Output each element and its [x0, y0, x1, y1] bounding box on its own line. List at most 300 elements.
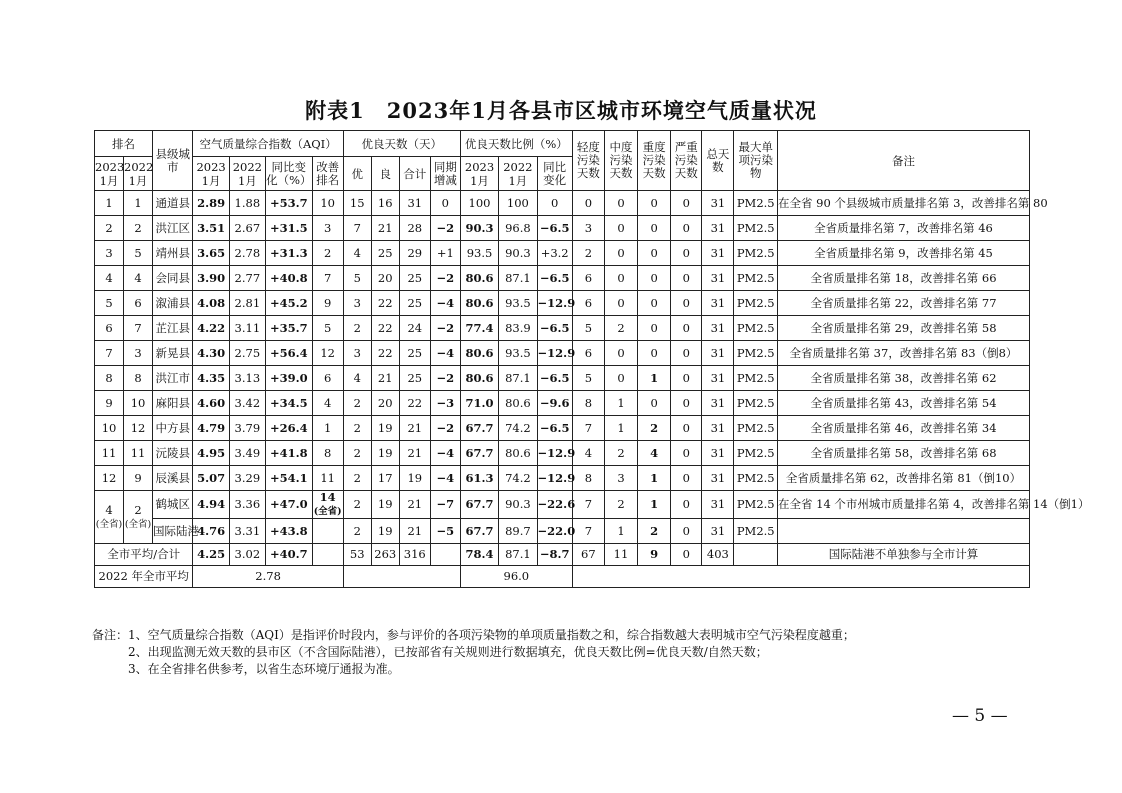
ratio-2023: 93.5	[460, 241, 498, 266]
good-days: 21	[371, 216, 399, 241]
aqi-yoy: +43.8	[265, 519, 312, 544]
rank-2022: 1	[124, 191, 153, 216]
remark: 全省质量排名第 18，改善排名第 66	[777, 266, 1029, 291]
aqi-2023: 5.07	[193, 466, 229, 491]
table-row-port	[95, 519, 1030, 544]
rank-2022: 11	[124, 441, 153, 466]
remark: 全省质量排名第 9，改善排名第 45	[777, 241, 1029, 266]
ratio-2022: 87.1	[499, 266, 537, 291]
improve-rank: 6	[312, 366, 343, 391]
ratio-yoy: +3.2	[537, 241, 572, 266]
ratio-2022: 87.1	[499, 544, 537, 566]
header-ratio-2023: 2023 1月	[460, 157, 498, 191]
improve-rank: 11	[312, 466, 343, 491]
excellent-days: 2	[343, 316, 371, 341]
good-days: 16	[371, 191, 399, 216]
page-title: 附表1 2023年1月各县市区城市环境空气质量状况	[305, 98, 817, 123]
light-days: 7	[572, 519, 604, 544]
rank-2022: 2 (全省)	[124, 491, 153, 544]
remark: 全省质量排名第 22，改善排名第 77	[777, 291, 1029, 316]
max-pollutant: PM2.5	[734, 519, 778, 544]
light-days: 2	[572, 241, 604, 266]
ratio-2023: 80.6	[460, 341, 498, 366]
moderate-days: 2	[604, 491, 637, 519]
footnote-1: 备注：1、空气质量综合指数（AQI）是指评价时段内，参与评价的各项污染物的单项质量指数之和，综合指数越大表明城市空气污染程度越重；	[92, 628, 855, 642]
light-days: 67	[572, 544, 604, 566]
total-days: 31	[702, 216, 734, 241]
table-row	[95, 191, 1030, 216]
total-good-days: 24	[399, 316, 430, 341]
aqi-2023: 4.25	[193, 544, 229, 566]
total-days: 31	[702, 491, 734, 519]
rank-2022: 2	[124, 216, 153, 241]
good-days: 17	[371, 466, 399, 491]
ratio-2023: 61.3	[460, 466, 498, 491]
header-rank-2023: 2023 1月	[95, 157, 124, 191]
max-pollutant: PM2.5	[734, 441, 778, 466]
good-days: 25	[371, 241, 399, 266]
light-days: 6	[572, 266, 604, 291]
severe-days: 0	[671, 316, 702, 341]
heavy-days: 1	[638, 466, 671, 491]
ratio-2022: 80.6	[499, 441, 537, 466]
header-aqi-yoy: 同比变化（%）	[265, 157, 312, 191]
excellent-days: 3	[343, 291, 371, 316]
improve-rank: 3	[312, 216, 343, 241]
severe-days: 0	[671, 291, 702, 316]
ratio-2022: 93.5	[499, 341, 537, 366]
aqi-2023: 3.90	[193, 266, 229, 291]
remark: 全省质量排名第 62，改善排名第 81（倒10）	[777, 466, 1029, 491]
header-ratio-yoy: 同比变化	[537, 157, 572, 191]
max-pollutant: PM2.5	[734, 316, 778, 341]
aqi-2022: 3.29	[229, 466, 265, 491]
total-days: 31	[702, 366, 734, 391]
header-good-days: 优良天数（天）	[343, 131, 460, 157]
ratio-2023: 80.6	[460, 266, 498, 291]
aqi-2022: 3.13	[229, 366, 265, 391]
light-days: 3	[572, 216, 604, 241]
total-good-days: 31	[399, 191, 430, 216]
header-light: 轻度污染天数	[572, 131, 604, 191]
max-pollutant: PM2.5	[734, 291, 778, 316]
county-name: 新晃县	[153, 341, 193, 366]
aqi-2023: 4.08	[193, 291, 229, 316]
rank-2023: 2	[95, 216, 124, 241]
total-days: 31	[702, 241, 734, 266]
avg-2022-rest	[572, 566, 1029, 588]
aqi-2022: 3.02	[229, 544, 265, 566]
period-change: −4	[430, 466, 460, 491]
rank-2023: 1	[95, 191, 124, 216]
table-row	[95, 366, 1030, 391]
table-row	[95, 441, 1030, 466]
total-good-days: 316	[399, 544, 430, 566]
severe-days: 0	[671, 416, 702, 441]
county-name: 会同县	[153, 266, 193, 291]
aqi-yoy: +26.4	[265, 416, 312, 441]
total-days: 31	[702, 519, 734, 544]
rank-2023: 9	[95, 391, 124, 416]
county-name: 靖州县	[153, 241, 193, 266]
ratio-yoy: −22.0	[537, 519, 572, 544]
aqi-yoy: +41.8	[265, 441, 312, 466]
aqi-yoy: +39.0	[265, 366, 312, 391]
severe-days: 0	[671, 266, 702, 291]
table-row	[95, 241, 1030, 266]
remark: 全省质量排名第 43，改善排名第 54	[777, 391, 1029, 416]
moderate-days: 11	[604, 544, 637, 566]
rank-2023: 5	[95, 291, 124, 316]
aqi-yoy: +31.5	[265, 216, 312, 241]
aqi-2023: 2.89	[193, 191, 229, 216]
county-name: 通道县	[153, 191, 193, 216]
footnote-2: 2、出现监测无效天数的县市区（不含国际陆港），已按部省有关规则进行数据填充，优良天数比例=优良天数/自然天数；	[92, 645, 768, 659]
ratio-2022: 80.6	[499, 391, 537, 416]
remark: 全省质量排名第 7，改善排名第 46	[777, 216, 1029, 241]
remark: 全省质量排名第 29，改善排名第 58	[777, 316, 1029, 341]
heavy-days: 2	[638, 519, 671, 544]
header-aqi-2023: 2023 1月	[193, 157, 229, 191]
excellent-days: 5	[343, 266, 371, 291]
aqi-2023: 4.76	[193, 519, 229, 544]
aqi-yoy: +54.1	[265, 466, 312, 491]
rank-2022: 5	[124, 241, 153, 266]
excellent-days: 3	[343, 341, 371, 366]
header-row-1	[95, 131, 1030, 157]
table-row	[95, 216, 1030, 241]
moderate-days: 0	[604, 366, 637, 391]
severe-days: 0	[671, 391, 702, 416]
heavy-days: 0	[638, 241, 671, 266]
good-days: 19	[371, 416, 399, 441]
moderate-days: 2	[604, 441, 637, 466]
severe-days: 0	[671, 216, 702, 241]
header-severe: 严重污染天数	[671, 131, 702, 191]
rank-2022: 6	[124, 291, 153, 316]
max-pollutant: PM2.5	[734, 341, 778, 366]
ratio-2023: 90.3	[460, 216, 498, 241]
header-moderate: 中度污染天数	[604, 131, 637, 191]
ratio-2022: 100	[499, 191, 537, 216]
rank-2022: 10	[124, 391, 153, 416]
header-aqi-2022: 2022 1月	[229, 157, 265, 191]
header-county: 县级城市	[153, 131, 193, 191]
total-good-days: 25	[399, 266, 430, 291]
period-change: −4	[430, 341, 460, 366]
total-good-days: 19	[399, 466, 430, 491]
avg-2022-aqi: 2.78	[193, 566, 343, 588]
table-row	[95, 466, 1030, 491]
header-you: 优	[343, 157, 371, 191]
aqi-2022: 3.49	[229, 441, 265, 466]
rank-2023: 4	[95, 266, 124, 291]
improve-rank: 7	[312, 266, 343, 291]
aqi-2023: 3.51	[193, 216, 229, 241]
total-days: 31	[702, 466, 734, 491]
aqi-2023: 4.94	[193, 491, 229, 519]
aqi-2022: 3.11	[229, 316, 265, 341]
total-days: 31	[702, 291, 734, 316]
rank-2023: 3	[95, 241, 124, 266]
total-good-days: 28	[399, 216, 430, 241]
county-name: 芷江县	[153, 316, 193, 341]
header-period-change: 同期增减	[430, 157, 460, 191]
excellent-days: 2	[343, 466, 371, 491]
total-good-days: 21	[399, 416, 430, 441]
light-days: 8	[572, 466, 604, 491]
heavy-days: 0	[638, 316, 671, 341]
light-days: 6	[572, 341, 604, 366]
total-good-days: 29	[399, 241, 430, 266]
table-row	[95, 416, 1030, 441]
ratio-2022: 83.9	[499, 316, 537, 341]
severe-days: 0	[671, 544, 702, 566]
excellent-days: 15	[343, 191, 371, 216]
ratio-2023: 77.4	[460, 316, 498, 341]
total-days: 31	[702, 266, 734, 291]
avg-2022-ratio: 96.0	[460, 566, 572, 588]
total-good-days: 21	[399, 519, 430, 544]
ratio-2023: 67.7	[460, 441, 498, 466]
good-days: 19	[371, 519, 399, 544]
ratio-yoy: 0	[537, 191, 572, 216]
light-days: 5	[572, 316, 604, 341]
improve-rank: 1	[312, 416, 343, 441]
county-name: 溆浦县	[153, 291, 193, 316]
table-row-hecheng	[95, 491, 1030, 519]
total-days: 31	[702, 416, 734, 441]
improve-rank: 10	[312, 191, 343, 216]
light-days: 7	[572, 491, 604, 519]
header-rank-2022: 2022 1月	[124, 157, 153, 191]
ratio-2022: 96.8	[499, 216, 537, 241]
table-row	[95, 316, 1030, 341]
rank-2022: 12	[124, 416, 153, 441]
ratio-2023: 67.7	[460, 416, 498, 441]
aqi-2022: 2.81	[229, 291, 265, 316]
total-good-days: 25	[399, 291, 430, 316]
rank-2022: 7	[124, 316, 153, 341]
county-name: 洪江区	[153, 216, 193, 241]
table-row	[95, 391, 1030, 416]
ratio-2022: 90.3	[499, 241, 537, 266]
county-name: 鹤城区	[153, 491, 193, 519]
heavy-days: 0	[638, 391, 671, 416]
total-days: 31	[702, 191, 734, 216]
ratio-yoy: −8.7	[537, 544, 572, 566]
ratio-2023: 71.0	[460, 391, 498, 416]
moderate-days: 2	[604, 316, 637, 341]
total-days: 403	[702, 544, 734, 566]
ratio-2023: 67.7	[460, 491, 498, 519]
improve-rank	[312, 519, 343, 544]
ratio-yoy: −9.6	[537, 391, 572, 416]
ratio-2022: 90.3	[499, 491, 537, 519]
aqi-yoy: +34.5	[265, 391, 312, 416]
period-change: −2	[430, 316, 460, 341]
total-good-days: 22	[399, 391, 430, 416]
table-row-2022-average	[95, 566, 1030, 588]
severe-days: 0	[671, 441, 702, 466]
aqi-2022: 2.77	[229, 266, 265, 291]
period-change	[430, 544, 460, 566]
header-max-pollutant: 最大单项污染物	[734, 131, 778, 191]
ratio-yoy: −12.9	[537, 291, 572, 316]
max-pollutant: PM2.5	[734, 191, 778, 216]
ratio-yoy: −22.6	[537, 491, 572, 519]
period-change: −2	[430, 366, 460, 391]
ratio-yoy: −6.5	[537, 216, 572, 241]
moderate-days: 3	[604, 466, 637, 491]
rank-2023: 8	[95, 366, 124, 391]
aqi-2022: 2.75	[229, 341, 265, 366]
table-row	[95, 266, 1030, 291]
excellent-days: 4	[343, 366, 371, 391]
period-change: −7	[430, 491, 460, 519]
aqi-2023: 4.79	[193, 416, 229, 441]
aqi-2022: 2.67	[229, 216, 265, 241]
excellent-days: 2	[343, 491, 371, 519]
ratio-yoy: −12.9	[537, 466, 572, 491]
improve-rank: 4	[312, 391, 343, 416]
severe-days: 0	[671, 491, 702, 519]
total-days: 31	[702, 441, 734, 466]
excellent-days: 53	[343, 544, 371, 566]
rank-2022: 4	[124, 266, 153, 291]
header-good-ratio: 优良天数比例（%）	[460, 131, 572, 157]
max-pollutant: PM2.5	[734, 266, 778, 291]
good-days: 21	[371, 366, 399, 391]
table-row	[95, 291, 1030, 316]
aqi-2023: 4.30	[193, 341, 229, 366]
severe-days: 0	[671, 341, 702, 366]
period-change: −2	[430, 216, 460, 241]
good-days: 19	[371, 441, 399, 466]
excellent-days: 2	[343, 416, 371, 441]
excellent-days: 2	[343, 519, 371, 544]
max-pollutant: PM2.5	[734, 491, 778, 519]
light-days: 8	[572, 391, 604, 416]
light-days: 5	[572, 366, 604, 391]
county-name: 麻阳县	[153, 391, 193, 416]
rank-2023: 11	[95, 441, 124, 466]
light-days: 7	[572, 416, 604, 441]
header-aqi: 空气质量综合指数（AQI）	[193, 131, 343, 157]
improve-rank: 14 (全省)	[313, 490, 342, 517]
ratio-2023: 80.6	[460, 291, 498, 316]
severe-days: 0	[671, 241, 702, 266]
moderate-days: 0	[604, 216, 637, 241]
county-name: 沅陵县	[153, 441, 193, 466]
period-change: +1	[430, 241, 460, 266]
max-pollutant: PM2.5	[734, 366, 778, 391]
header-improve-rank: 改善排名	[312, 157, 343, 191]
good-days: 19	[371, 491, 399, 519]
heavy-days: 0	[638, 216, 671, 241]
heavy-days: 0	[638, 291, 671, 316]
heavy-days: 4	[638, 441, 671, 466]
ratio-2022: 87.1	[499, 366, 537, 391]
improve-rank: 9	[312, 291, 343, 316]
aqi-yoy: +35.7	[265, 316, 312, 341]
severe-days: 0	[671, 191, 702, 216]
county-name: 国际陆港	[153, 519, 193, 544]
moderate-days: 1	[604, 416, 637, 441]
heavy-days: 0	[638, 341, 671, 366]
good-days: 20	[371, 266, 399, 291]
total-good-days: 21	[399, 441, 430, 466]
aqi-yoy: +53.7	[265, 191, 312, 216]
heavy-days: 2	[638, 416, 671, 441]
max-pollutant: PM2.5	[734, 241, 778, 266]
period-change: −2	[430, 416, 460, 441]
aqi-yoy: +31.3	[265, 241, 312, 266]
improve-rank: 5	[312, 316, 343, 341]
rank-2023: 12	[95, 466, 124, 491]
total-good-days: 21	[399, 491, 430, 519]
ratio-2022: 93.5	[499, 291, 537, 316]
header-remarks: 备注	[777, 131, 1029, 191]
ratio-yoy: −6.5	[537, 366, 572, 391]
remark: 全省质量排名第 37，改善排名第 83（倒8）	[777, 341, 1029, 366]
moderate-days: 1	[604, 519, 637, 544]
aqi-yoy: +47.0	[265, 491, 312, 519]
footnote-3: 3、在全省排名供参考，以省生态环境厅通报为准。	[92, 662, 400, 676]
aqi-2022: 3.36	[229, 491, 265, 519]
aqi-2023: 3.65	[193, 241, 229, 266]
aqi-2022: 3.79	[229, 416, 265, 441]
header-heavy: 重度污染天数	[638, 131, 671, 191]
heavy-days: 1	[638, 491, 671, 519]
county-name: 辰溪县	[153, 466, 193, 491]
max-pollutant: PM2.5	[734, 216, 778, 241]
rank-2022: 8	[124, 366, 153, 391]
light-days: 4	[572, 441, 604, 466]
aqi-2022: 2.78	[229, 241, 265, 266]
total-good-days: 25	[399, 366, 430, 391]
aqi-2023: 4.35	[193, 366, 229, 391]
max-pollutant: PM2.5	[734, 416, 778, 441]
remark: 在全省 14 个市州城市质量排名第 4，改善排名第 14（倒1）	[777, 491, 1029, 519]
remark: 全省质量排名第 58，改善排名第 68	[777, 441, 1029, 466]
period-change: −4	[430, 291, 460, 316]
ratio-2023: 100	[460, 191, 498, 216]
ratio-yoy: −12.9	[537, 441, 572, 466]
aqi-2022: 3.42	[229, 391, 265, 416]
light-days: 0	[572, 191, 604, 216]
ratio-2023: 78.4	[460, 544, 498, 566]
total-days: 31	[702, 391, 734, 416]
moderate-days: 0	[604, 191, 637, 216]
heavy-days: 0	[638, 266, 671, 291]
avg-2022-label: 2022 年全市平均	[95, 566, 193, 588]
header-liang: 良	[371, 157, 399, 191]
rank-2022: 3	[124, 341, 153, 366]
remark: 在全省 90 个县级城市质量排名第 3，改善排名第 80	[777, 191, 1029, 216]
table-row	[95, 341, 1030, 366]
moderate-days: 0	[604, 291, 637, 316]
excellent-days: 2	[343, 441, 371, 466]
citywide-label: 全市平均/合计	[95, 544, 193, 566]
page-number: — 5 —	[952, 706, 1008, 726]
max-pollutant: PM2.5	[734, 391, 778, 416]
aqi-2022: 3.31	[229, 519, 265, 544]
ratio-2022: 89.7	[499, 519, 537, 544]
header-total-days: 总天数	[702, 131, 734, 191]
good-days: 22	[371, 316, 399, 341]
ratio-yoy: −6.5	[537, 266, 572, 291]
